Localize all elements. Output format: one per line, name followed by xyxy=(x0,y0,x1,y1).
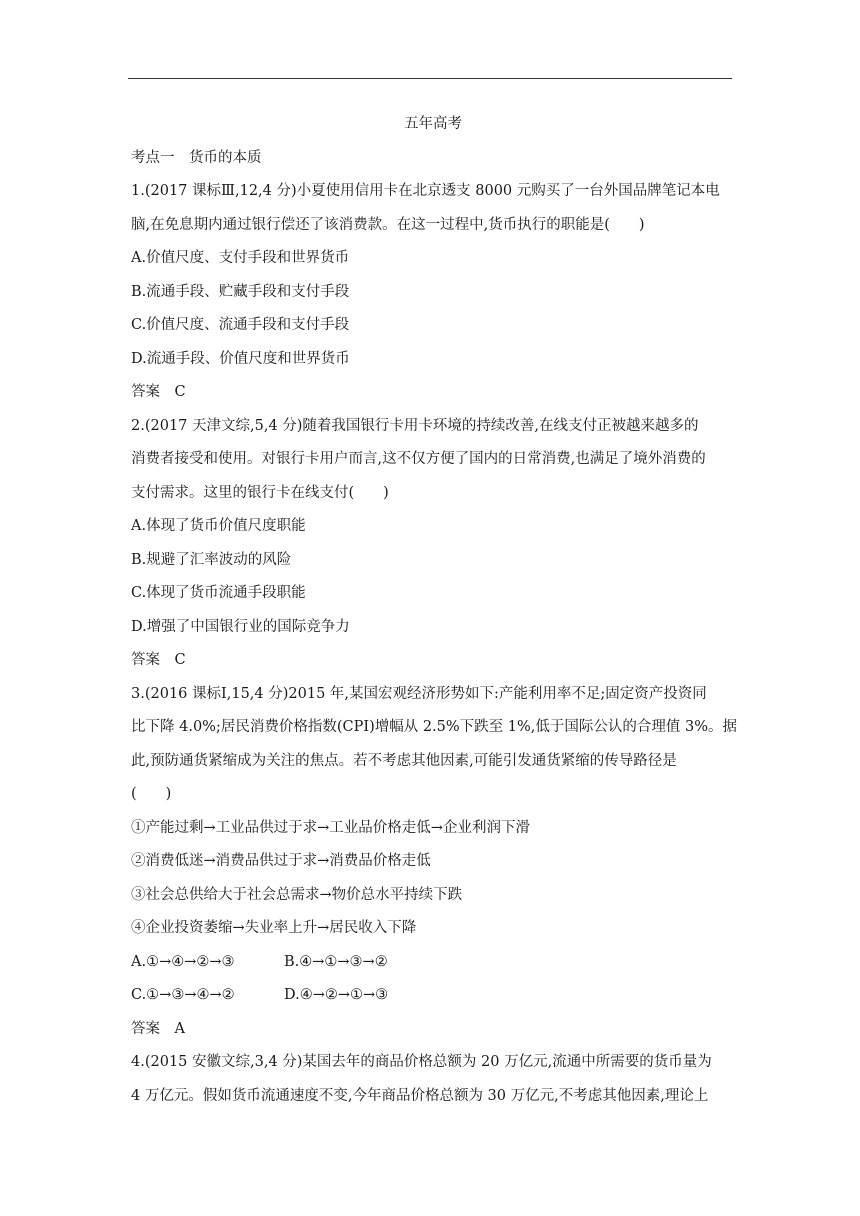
question-1 xyxy=(131,175,735,410)
question-2-line-2: 消费者接受和使用。对银行卡用户而言,这不仅方便了国内的日常消费,也满足了境外消费的 xyxy=(131,451,706,467)
question-4 xyxy=(131,1046,735,1113)
question-1-line-1: 1.(2017 课标Ⅲ,12,4 分)小夏使用信用卡在北京透支 8000 元购买了一台外国品牌笔记本电 xyxy=(131,183,720,199)
question-3-item-3: ③社会总供给大于社会总需求→物价总水平持续下跌 xyxy=(131,886,463,903)
question-3-options-row-1 xyxy=(131,946,735,980)
question-3-option-a: A.①→④→②→③ xyxy=(131,953,235,970)
question-1-answer: 答案 C xyxy=(131,384,186,400)
question-3-line-1: 3.(2016 课标Ⅰ,15,4 分)2015 年,某国宏观经济形势如下:产能利用率不足;固定资产投资同 xyxy=(131,685,707,702)
question-3-options-row-2 xyxy=(131,979,735,1013)
question-1-option-a: A.价值尺度、支付手段和世界货币 xyxy=(131,250,350,266)
question-3-line-3: 此,预防通货紧缩成为关注的焦点。若不考虑其他因素,可能引发通货紧缩的传导路径是 xyxy=(131,752,677,769)
page-title: 五年高考 xyxy=(404,116,462,132)
question-2-line-1: 2.(2017 天津文综,5,4 分)随着我国银行卡用卡环境的持续改善,在线支付正被越来越多的 xyxy=(131,417,699,434)
question-3-line-4: ( ) xyxy=(131,786,172,802)
question-3-item-1: ①产能过剩→工业品供过于求→工业品价格走低→企业利润下滑 xyxy=(131,819,530,836)
question-3-option-b: B.④→①→③→② xyxy=(284,953,388,970)
question-2-option-d: D.增强了中国银行业的国际竞争力 xyxy=(131,618,350,635)
question-3-line-2: 比下降 4.0%;居民消费价格指数(CPI)增幅从 2.5%下跌至 1%,低于国际公认的合理值 3%。据 xyxy=(131,719,738,735)
question-3-option-c: C.①→③→④→② xyxy=(131,987,235,1003)
question-4-line-2: 4 万亿元。假如货币流通速度不变,今年商品价格总额为 30 万亿元,不考虑其他因素,理论上 xyxy=(131,1087,709,1104)
section-heading: 考点一 货币的本质 xyxy=(131,149,262,166)
question-1-option-d: D.流通手段、价值尺度和世界货币 xyxy=(131,350,350,367)
document-body xyxy=(131,108,738,1113)
question-3-item-4: ④企业投资萎缩→失业率上升→居民收入下降 xyxy=(131,920,417,936)
question-2-option-b: B.规避了汇率波动的风险 xyxy=(131,551,292,568)
question-1-option-b: B.流通手段、贮藏手段和支付手段 xyxy=(131,283,350,300)
question-4-line-1: 4.(2015 安徽文综,3,4 分)某国去年的商品价格总额为 20 万亿元,流通中所需要的货币量为 xyxy=(131,1054,712,1070)
header-rule xyxy=(128,78,732,79)
question-2 xyxy=(131,410,735,678)
question-3-item-2: ②消费低迷→消费品供过于求→消费品价格走低 xyxy=(131,853,431,869)
question-2-answer: 答案 C xyxy=(131,652,186,668)
question-1-option-c: C.价值尺度、流通手段和支付手段 xyxy=(131,317,350,333)
question-2-line-3: 支付需求。这里的银行卡在线支付( ) xyxy=(131,484,389,501)
question-1-line-2: 脑,在免息期内通过银行偿还了该消费款。在这一过程中,货币执行的职能是( ) xyxy=(131,216,645,233)
question-3-option-d: D.④→②→①→③ xyxy=(284,987,389,1003)
question-3-answer: 答案 A xyxy=(131,1020,185,1037)
question-2-option-a: A.体现了货币价值尺度职能 xyxy=(131,518,306,534)
question-2-option-c: C.体现了货币流通手段职能 xyxy=(131,585,306,601)
question-3 xyxy=(131,678,738,1047)
